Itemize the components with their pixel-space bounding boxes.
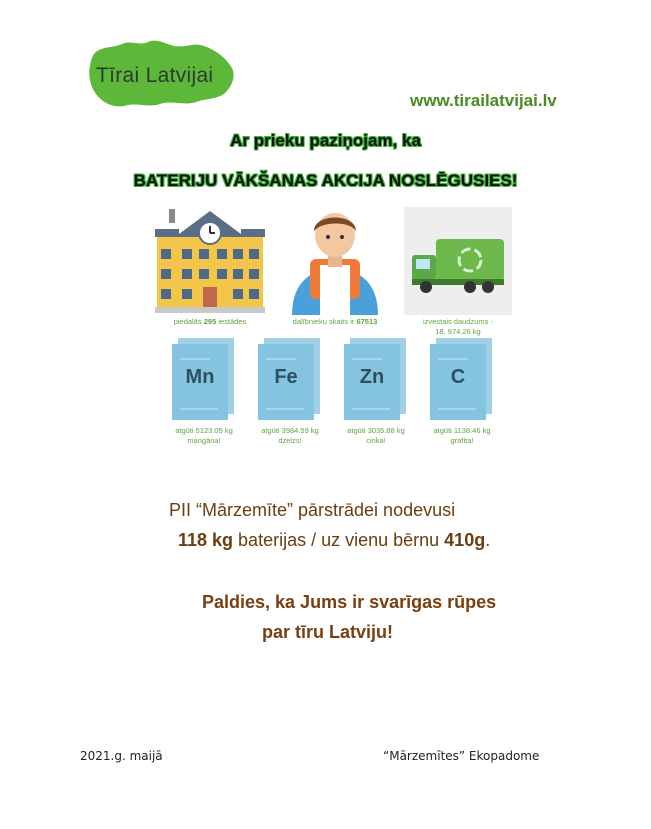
garbage-truck-icon bbox=[404, 207, 512, 315]
student-icon bbox=[280, 207, 390, 315]
amount-per-child: 410g bbox=[444, 530, 486, 550]
element-symbol-mn: Mn bbox=[185, 366, 215, 388]
headline-intro: Ar prieku paziņojam, ka bbox=[230, 131, 421, 150]
thanks-line-2: par tīru Latviju! bbox=[262, 622, 394, 642]
website-link[interactable]: www.tirailatvijai.lv bbox=[410, 91, 557, 110]
footer-date: 2021.g. maijā bbox=[80, 749, 163, 763]
message-line-1: PII “Mārzemīte” pārstrādei nodevusi bbox=[169, 500, 456, 520]
school-icon bbox=[155, 207, 265, 315]
document-c-icon bbox=[430, 338, 492, 420]
stat-participants: dalībnieku skaits ir 67513 bbox=[292, 317, 378, 326]
element-caption-fe: atgūti 3984.59 kg dzelzs! bbox=[261, 426, 319, 445]
document-mn-icon bbox=[172, 338, 234, 420]
document-fe-icon bbox=[258, 338, 320, 420]
footer-signature: “Mārzemītes” Ekopadome bbox=[383, 749, 540, 763]
stat-institutions: piedalās 295 iestādes bbox=[173, 317, 247, 326]
headline-announcement: BATERIJU VĀKŠANAS AKCIJA NOSLĒGUSIES! bbox=[133, 171, 518, 190]
logo-text: Tīrai Latvijai bbox=[96, 64, 214, 87]
amount-collected: 118 kg bbox=[178, 530, 234, 550]
element-caption-c: atgūti 1138.46 kg grafita! bbox=[433, 426, 491, 445]
element-caption-zn: atgūti 3035.88 kg cinka! bbox=[347, 426, 405, 445]
element-symbol-c: C bbox=[450, 366, 466, 388]
element-symbol-fe: Fe bbox=[274, 366, 298, 388]
message-line-2: 118 kg baterijas / uz vienu bērnu 410g. bbox=[178, 530, 491, 550]
stat-collected-amount: izvestais daudzums - 18, 974.26 kg bbox=[422, 317, 494, 336]
document-zn-icon bbox=[344, 338, 406, 420]
element-symbol-zn: Zn bbox=[359, 366, 385, 388]
element-caption-mn: atgūti 5123.05 kg mangāna! bbox=[175, 426, 233, 445]
thanks-line-1: Paldies, ka Jums ir svarīgas rūpes bbox=[202, 592, 497, 612]
